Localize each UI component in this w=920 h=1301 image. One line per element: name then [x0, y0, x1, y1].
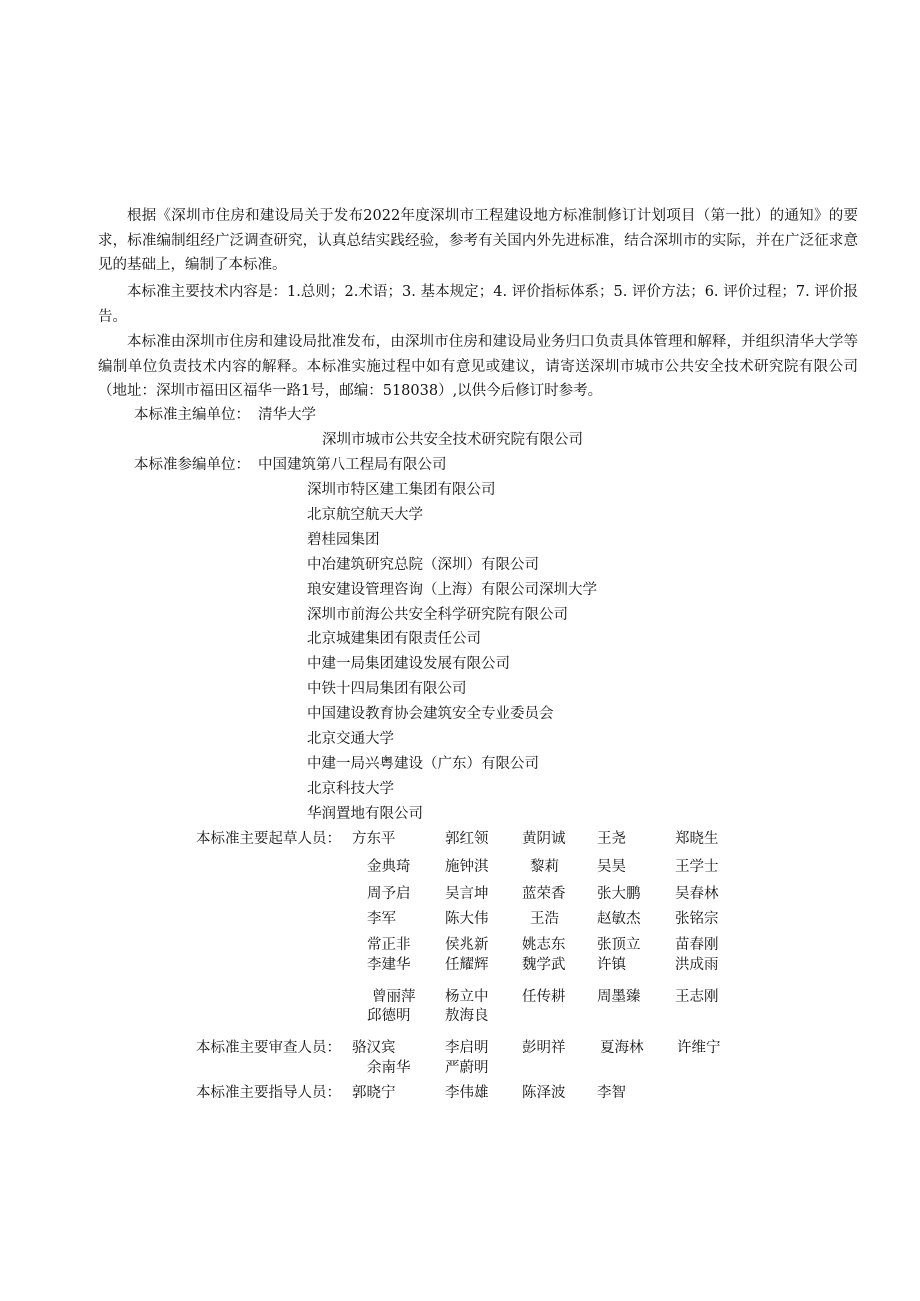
drafter-name: 王尧: [597, 831, 626, 847]
drafter-name: 王学士: [675, 859, 719, 875]
participating-unit: 中国建筑第八工程局有限公司: [258, 457, 447, 473]
drafter-name: 曾丽萍: [372, 989, 416, 1005]
reviewer-name: 严蔚明: [445, 1060, 489, 1076]
drafter-name: 许镇: [597, 957, 626, 973]
participating-unit: 中铁十四局集团有限公司: [307, 681, 467, 697]
drafter-name: 金典琦: [367, 859, 411, 875]
participating-unit: 北京城建集团有限责任公司: [307, 631, 481, 647]
drafter-name: 黎莉: [530, 859, 559, 875]
drafter-name: 陈大伟: [445, 911, 489, 927]
chief-unit: 深圳市城市公共安全技术研究院有限公司: [322, 432, 583, 448]
drafter-name: 洪成雨: [675, 957, 719, 973]
drafter-name: 黄阴诚: [522, 831, 566, 847]
drafter-name: 蓝荣香: [522, 886, 566, 902]
participating-unit: 琅安建设管理咨询（上海）有限公司深圳大学: [307, 582, 597, 598]
participating-unit: 北京交通大学: [307, 731, 394, 747]
drafter-name: 李军: [367, 911, 396, 927]
drafter-name: 王志刚: [675, 989, 719, 1005]
participating-unit: 中建一局兴粤建设（广东）有限公司: [307, 756, 539, 772]
drafter-name: 吴昊: [597, 859, 626, 875]
approval-paragraph: 本标准由深圳市住房和建设局批准发布，由深圳市住房和建设局业务归口负责具体管理和解释，并组织清华大学等编制单位负责技术内容的解释。本标准实施过程中如有意见或建议，请寄送深圳市城市公共安全技术研究院有限公司（地址：深圳市福田区福华一路1号，邮编：518038）,以供今后修订时参考。: [98, 334, 858, 399]
drafter-name: 张铭宗: [675, 911, 719, 927]
drafter-name: 魏学武: [522, 957, 566, 973]
participating-unit: 北京航空航天大学: [307, 507, 423, 523]
reviewer-name: 骆汉宾: [352, 1040, 396, 1056]
drafter-name: 姚志东: [522, 937, 566, 953]
participating-unit: 中建一局集团建设发展有限公司: [307, 656, 510, 672]
drafter-name: 侯兆新: [445, 937, 489, 953]
drafter-name: 王浩: [530, 911, 559, 927]
drafter-name: 周墨臻: [597, 989, 641, 1005]
reviewer-name: 彭明祥: [522, 1040, 566, 1056]
drafter-name: 赵敏杰: [597, 911, 641, 927]
drafter-name: 任耀辉: [445, 957, 489, 973]
drafter-name: 邱德明: [367, 1008, 411, 1024]
drafter-name: 苗春刚: [675, 937, 719, 953]
guide-name: 李伟雄: [445, 1085, 489, 1101]
reviewers-label: 本标准主要审查人员：: [196, 1040, 341, 1056]
participating-unit: 北京科技大学: [307, 781, 394, 797]
participating-unit: 华润置地有限公司: [307, 806, 423, 822]
chief-units-label: 本标准主编单位：: [134, 407, 250, 423]
guide-name: 李智: [597, 1085, 626, 1101]
contents-paragraph: 本标准主要技术内容是：1.总则；2.术语；3. 基本规定；4. 评价指标体系；5. 评价方法；6. 评价过程；7. 评价报告。: [98, 284, 858, 325]
drafter-name: 常正非: [367, 937, 411, 953]
drafter-name: 郭红领: [445, 831, 489, 847]
drafter-name: 方东平: [352, 831, 396, 847]
participating-unit: 碧桂园集团: [307, 532, 380, 548]
drafter-name: 张大鹏: [597, 886, 641, 902]
guides-label: 本标准主要指导人员：: [196, 1085, 341, 1101]
participating-unit: 深圳市特区建工集团有限公司: [307, 482, 496, 498]
guide-name: 郭晓宁: [352, 1085, 396, 1101]
intro-paragraph: 根据《深圳市住房和建设局关于发布2022年度深圳市工程建设地方标准制修订计划项目（第一批）的通知》的要求，标准编制组经广泛调查研究，认真总结实践经验，参考有关国内外先进标准，结合深圳市的实际，并在广泛征求意见的基础上，编制了本标准。: [98, 208, 858, 273]
participating-units-label: 本标准参编单位：: [134, 457, 250, 473]
participating-unit: 深圳市前海公共安全科学研究院有限公司: [307, 607, 568, 623]
drafter-name: 吴春林: [675, 886, 719, 902]
drafter-name: 施钟淇: [445, 859, 489, 875]
participating-unit: 中冶建筑研究总院（深圳）有限公司: [307, 557, 539, 573]
drafter-name: 敖海良: [445, 1008, 489, 1024]
drafter-name: 郑晓生: [675, 831, 719, 847]
reviewer-name: 夏海林: [600, 1040, 644, 1056]
reviewer-name: 李启明: [445, 1040, 489, 1056]
drafter-name: 任传耕: [522, 989, 566, 1005]
drafter-name: 吴言坤: [445, 886, 489, 902]
drafter-name: 杨立中: [445, 989, 489, 1005]
chief-unit: 清华大学: [258, 407, 316, 423]
drafter-name: 张顶立: [597, 937, 641, 953]
reviewer-name: 许维宁: [677, 1040, 721, 1056]
drafter-name: 李建华: [367, 957, 411, 973]
drafters-label: 本标准主要起草人员：: [196, 831, 341, 847]
reviewer-name: 余南华: [367, 1060, 411, 1076]
participating-unit: 中国建设教育协会建筑安全专业委员会: [307, 706, 554, 722]
guide-name: 陈泽波: [522, 1085, 566, 1101]
drafter-name: 周予启: [367, 886, 411, 902]
